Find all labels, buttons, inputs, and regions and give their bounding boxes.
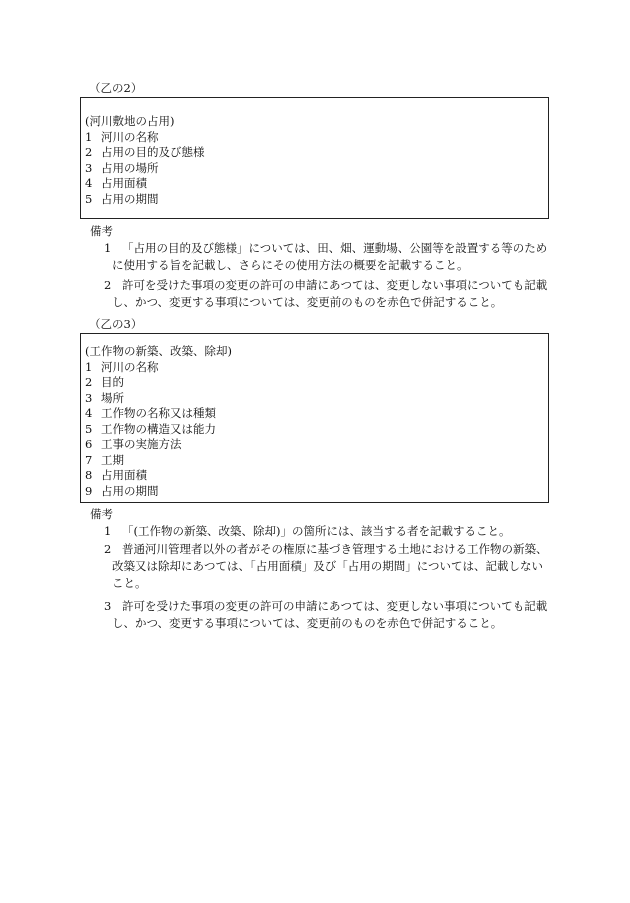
section3-heading: (工作物の新築、改築、除却) — [85, 344, 232, 358]
list-item: 8 占用面積 — [85, 468, 147, 482]
list-item: 1 河川の名称 — [85, 129, 159, 144]
list-item: 5 占用の期間 — [85, 191, 159, 206]
list-item: 5 工作物の構造又は能力 — [85, 421, 216, 436]
section3-remarks-title: 備考 — [90, 507, 113, 521]
section3-remark-1: 1 「(工作物の新築、改築、除却)」の箇所には、該当する者を記載すること。 — [104, 524, 511, 538]
section3-label: （乙の3） — [89, 317, 143, 331]
section2-label: （乙の2） — [89, 81, 143, 95]
list-item: 9 占用の期間 — [85, 483, 159, 498]
section3-box — [80, 333, 549, 503]
section2-remark-2: 2 許可を受けた事項の変更の許可の申請にあつては、変更しない事項についても記載 し、かつ、変更する事項については、変更前のものを赤色で併記すること。 — [104, 278, 548, 309]
list-item: 2 占用の目的及び態様 — [85, 145, 205, 159]
section2-box — [80, 97, 549, 219]
list-item: 6 工事の実施方法 — [85, 437, 182, 451]
section3-remark-3: 3 許可を受けた事項の変更の許可の申請にあつては、変更しない事項についても記載 し、かつ、変更する事項については、変更前のものを赤色で併記すること。 — [104, 599, 548, 630]
list-item: 3 占用の場所 — [85, 160, 159, 175]
list-item: 4 工作物の名称又は種類 — [85, 406, 216, 420]
list-item: 1 河川の名称 — [85, 359, 159, 374]
list-item: 3 場所 — [85, 390, 124, 405]
section2-remarks-title: 備考 — [90, 224, 113, 238]
list-item: 2 目的 — [85, 375, 124, 389]
section2-heading: (河川敷地の占用) — [85, 114, 175, 128]
section3-remark-2: 2 普通河川管理者以外の者がその権原に基づき管理する土地における工作物の新築、 改築又は除却にあつては、「占用面積」及び「占用の期間」については、記載しない こと。 — [104, 542, 548, 590]
list-item: 4 占用面積 — [85, 176, 147, 190]
section2-remark-1: 1 「占用の目的及び態様」については、田、畑、運動場、公園等を設置する等のため に使用する旨を記載し、さらにその使用方法の概要を記載すること。 — [104, 241, 548, 272]
list-item: 7 工期 — [85, 452, 124, 467]
